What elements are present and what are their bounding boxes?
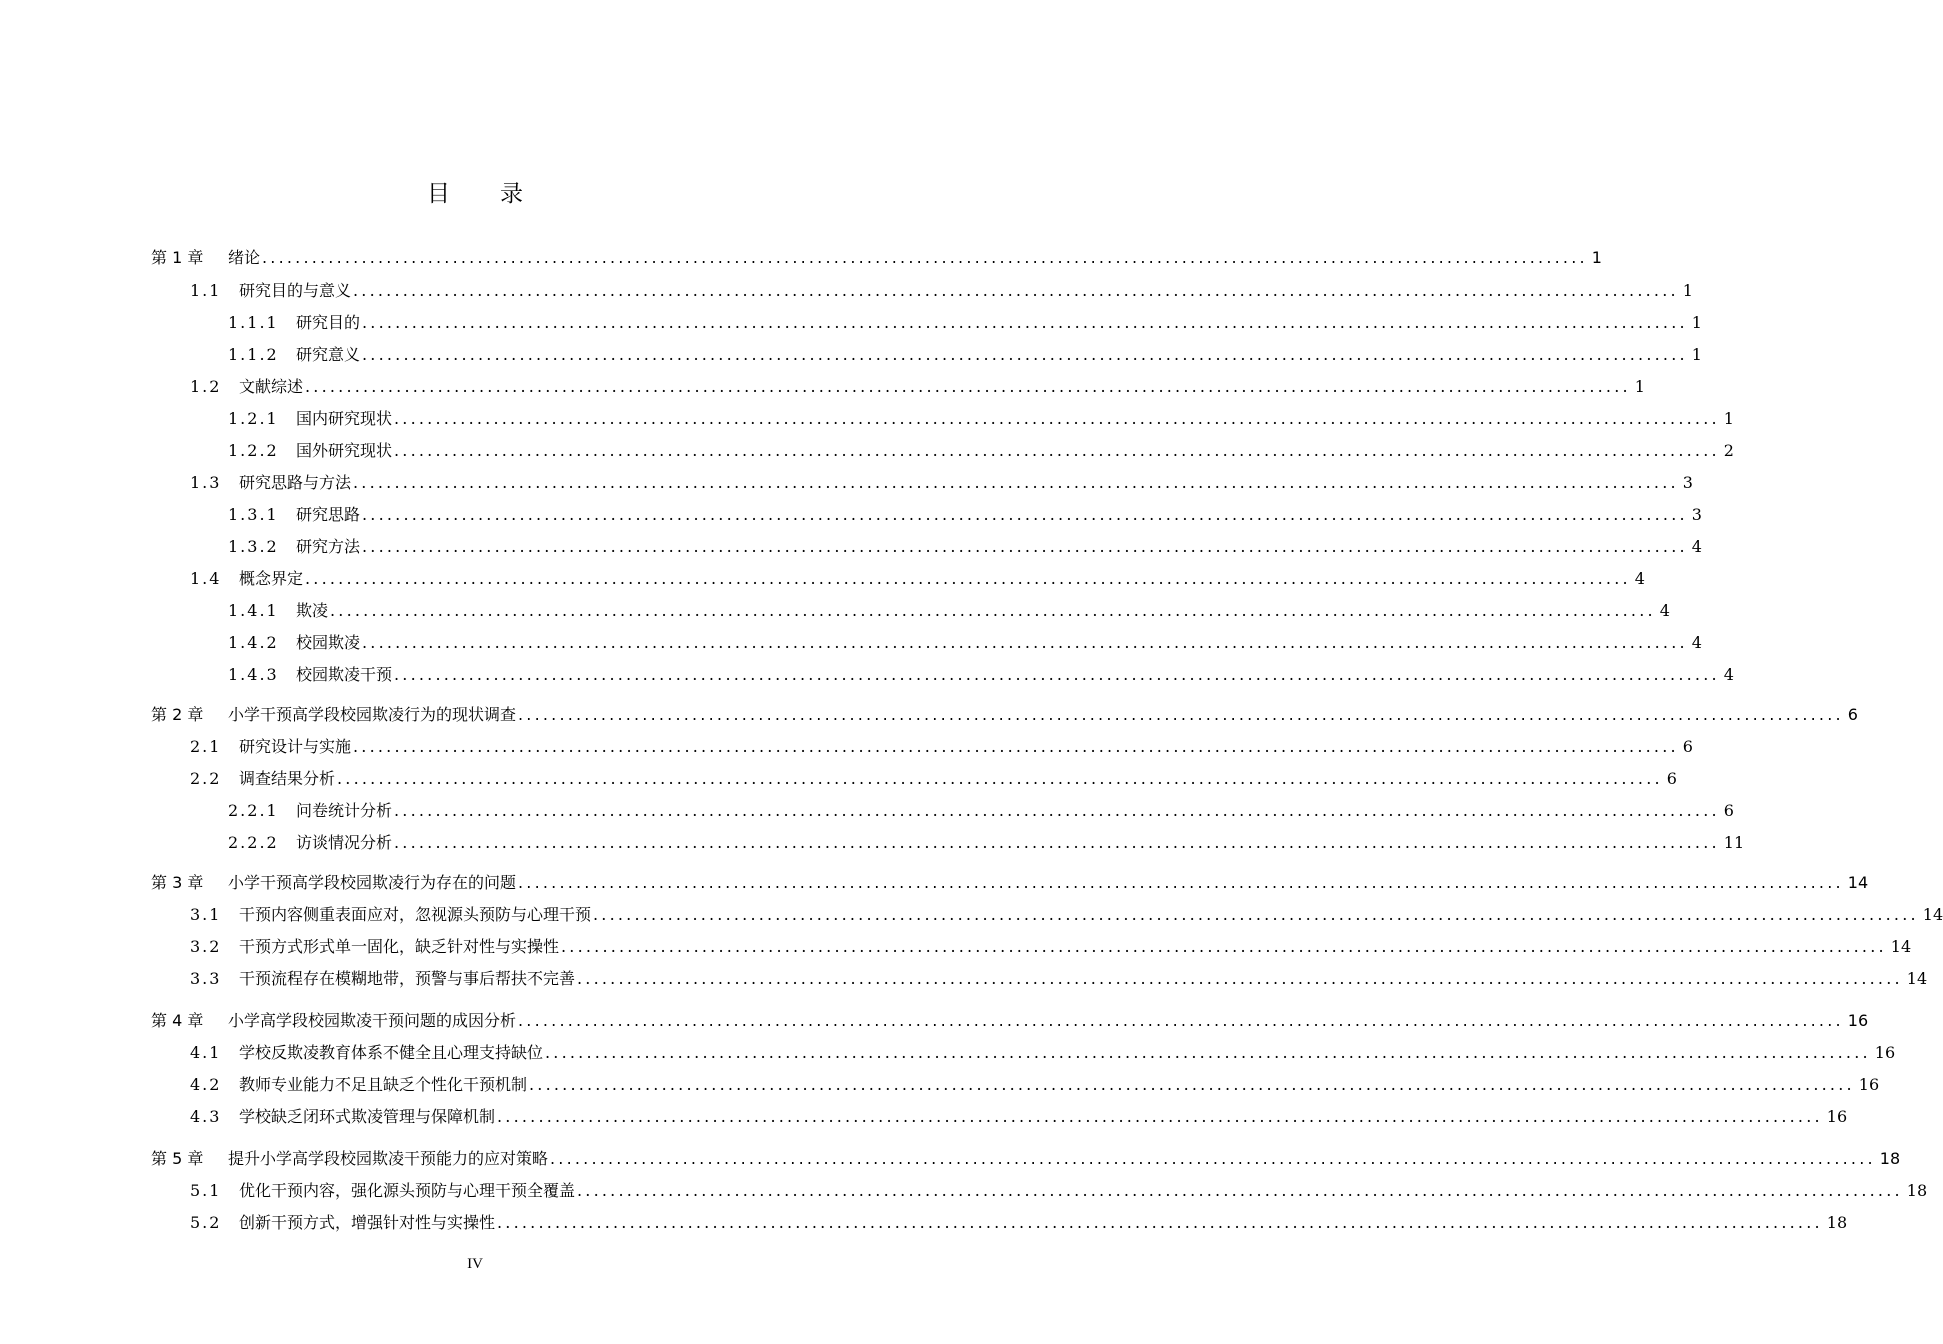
toc-entry-label: 国内研究现状 [296,409,393,428]
toc-entry[interactable] [228,503,1702,527]
toc-dot-leader: ................................................................................................................................................................ [561,937,1887,956]
toc-entry-number: 2.2.2 [228,833,279,852]
toc-entry[interactable] [190,1105,1848,1129]
toc-dot-leader: ................................................................................................................................................................ [305,569,1631,588]
toc-entry[interactable] [190,967,1928,991]
title-char-2: 录 [500,181,523,207]
toc-entry-page: 18 [1826,1213,1848,1232]
toc-entry-number: 4.2 [190,1075,222,1094]
toc-dot-leader: ................................................................................................................................................................ [497,1107,1823,1126]
toc-entry[interactable] [190,375,1645,399]
toc-entry-number: 1.4.2 [228,633,279,652]
toc-dot-leader: ................................................................................................................................................................ [362,633,1688,652]
toc-entry[interactable] [190,471,1693,495]
toc-entry-number: 1.1.2 [228,345,279,364]
toc-entry[interactable] [228,599,1670,623]
toc-entry[interactable] [228,535,1702,559]
toc-entry-number: 第 1 章 [151,248,204,267]
toc-entry[interactable] [151,871,1869,895]
toc-entry-label: 研究意义 [296,345,361,364]
toc-entry-page: 16 [1847,1011,1869,1030]
toc-entry-number: 2.1 [190,737,222,756]
toc-dot-leader: ................................................................................................................................................................ [550,1149,1876,1168]
toc-entry-number: 1.4 [190,569,222,588]
toc-entry-number: 3.2 [190,937,222,956]
toc-dot-leader: ................................................................................................................................................................ [362,537,1688,556]
toc-entry[interactable] [228,631,1702,655]
toc-entry-page: 2 [1723,441,1734,460]
toc-entry-page: 3 [1682,473,1693,492]
toc-entry[interactable] [190,279,1693,303]
toc-dot-leader: ................................................................................................................................................................ [262,248,1588,267]
toc-entry-page: 1 [1691,345,1702,364]
toc-entry[interactable] [228,799,1734,823]
toc-entry-label: 概念界定 [239,569,304,588]
toc-entry-number: 1.1.1 [228,313,279,332]
toc-entry-label: 欺凌 [296,601,329,620]
toc-dot-leader: ................................................................................................................................................................ [545,1043,1871,1062]
toc-entry-label: 学校缺乏闭环式欺凌管理与保障机制 [239,1107,496,1126]
title-char-1: 目 [427,181,450,207]
toc-entry-page: 1 [1723,409,1734,428]
toc-entry-label: 小学高学段校园欺凌干预问题的成因分析 [228,1011,517,1030]
toc-entry-page: 18 [1879,1149,1901,1168]
toc-entry[interactable] [190,1073,1880,1097]
toc-entry-label: 干预内容侧重表面应对，忽视源头预防与心理干预 [239,905,592,924]
toc-entry-label: 校园欺凌 [296,633,361,652]
toc-entry-number: 1.3.2 [228,537,279,556]
toc-dot-leader: ................................................................................................................................................................ [577,1181,1903,1200]
toc-entry[interactable] [228,831,1745,855]
toc-entry-label: 访谈情况分析 [296,833,393,852]
toc-entry-label: 研究设计与实施 [239,737,352,756]
toc-entry[interactable] [151,1147,1901,1171]
toc-dot-leader: ................................................................................................................................................................ [362,505,1688,524]
toc-entry-number: 5.1 [190,1181,222,1200]
toc-entry-number: 第 3 章 [151,873,204,892]
toc-entry-page: 6 [1666,769,1677,788]
toc-entry-label: 国外研究现状 [296,441,393,460]
toc-dot-leader: ................................................................................................................................................................ [529,1075,1855,1094]
toc-entry-number: 第 4 章 [151,1011,204,1030]
toc-entry-page: 1 [1682,281,1693,300]
toc-entry-label: 研究思路与方法 [239,473,352,492]
toc-entry-label: 干预流程存在模糊地带，预警与事后帮扶不完善 [239,969,576,988]
toc-entry[interactable] [228,439,1734,463]
toc-entry-page: 14 [1922,905,1943,924]
toc-dot-leader: ................................................................................................................................................................ [353,281,1679,300]
toc-dot-leader: ................................................................................................................................................................ [362,313,1688,332]
toc-entry-label: 文献综述 [239,377,304,396]
toc-entry-number: 2.2.1 [228,801,279,820]
toc-entry-number: 1.2 [190,377,222,396]
toc-entry-number: 1.3.1 [228,505,279,524]
toc-entry-label: 提升小学高学段校园欺凌干预能力的应对策略 [228,1149,549,1168]
toc-entry-number: 第 2 章 [151,705,204,724]
toc-entry-page: 14 [1906,969,1928,988]
toc-dot-leader: ................................................................................................................................................................ [337,769,1663,788]
toc-entry-label: 小学干预高学段校园欺凌行为的现状调查 [228,705,517,724]
toc-entry-label: 研究思路 [296,505,361,524]
page-number: IV [467,1256,483,1272]
toc-entry[interactable] [151,1009,1869,1033]
toc-entry[interactable] [190,1041,1896,1065]
toc-entry-number: 4.1 [190,1043,222,1062]
toc-dot-leader: ................................................................................................................................................................ [497,1213,1823,1232]
toc-entry-label: 小学干预高学段校园欺凌行为存在的问题 [228,873,517,892]
toc-entry[interactable] [228,663,1734,687]
toc-dot-leader: ................................................................................................................................................................ [518,873,1844,892]
toc-entry-page: 6 [1847,705,1858,724]
toc-entry-page: 6 [1682,737,1693,756]
toc-entry-number: 5.2 [190,1213,222,1232]
toc-entry-number: 2.2 [190,769,222,788]
toc-entry-label: 研究方法 [296,537,361,556]
toc-entry-number: 3.3 [190,969,222,988]
toc-entry-label: 研究目的与意义 [239,281,352,300]
toc-entry-page: 3 [1691,505,1702,524]
toc-entry-number: 1.3 [190,473,222,492]
toc-entry-label: 教师专业能力不足且缺乏个性化干预机制 [239,1075,528,1094]
toc-dot-leader: ................................................................................................................................................................ [518,1011,1844,1030]
toc-entry-label: 校园欺凌干预 [296,665,393,684]
toc-entry[interactable] [190,935,1912,959]
toc-entry[interactable] [190,767,1677,791]
toc-entry[interactable] [190,1179,1928,1203]
toc-entry-page: 1 [1591,248,1602,267]
toc-dot-leader: ................................................................................................................................................................ [353,473,1679,492]
toc-entry[interactable] [228,343,1702,367]
toc-dot-leader: ................................................................................................................................................................ [593,905,1919,924]
toc-entry-page: 14 [1890,937,1912,956]
toc-entry-page: 4 [1659,601,1670,620]
toc-entry[interactable] [190,567,1645,591]
toc-entry-page: 11 [1723,833,1745,852]
toc-entry-page: 1 [1691,313,1702,332]
toc-entry[interactable] [151,703,1858,727]
toc-dot-leader: ................................................................................................................................................................ [577,969,1903,988]
toc-entry[interactable] [228,311,1702,335]
toc-entry-number: 1.4.3 [228,665,279,684]
toc-entry[interactable] [190,1211,1848,1235]
toc-entry-page: 16 [1874,1043,1896,1062]
toc-entry-number: 1.2.1 [228,409,279,428]
toc-entry[interactable] [190,735,1693,759]
toc-entry-label: 研究目的 [296,313,361,332]
toc-entry-number: 4.3 [190,1107,222,1126]
toc-dot-leader: ................................................................................................................................................................ [362,345,1688,364]
toc-entry-number: 1.1 [190,281,222,300]
toc-dot-leader: ................................................................................................................................................................ [518,705,1844,724]
toc-entry-page: 14 [1847,873,1869,892]
toc-entry-page: 6 [1723,801,1734,820]
toc-entry-page: 18 [1906,1181,1928,1200]
toc-entry-label: 干预方式形式单一固化，缺乏针对性与实操性 [239,937,560,956]
toc-dot-leader: ................................................................................................................................................................ [353,737,1679,756]
toc-entry-page: 4 [1634,569,1645,588]
toc-dot-leader: ................................................................................................................................................................ [394,801,1720,820]
toc-entry[interactable] [151,246,1602,270]
toc-dot-leader: ................................................................................................................................................................ [394,833,1720,852]
toc-entry-page: 1 [1634,377,1645,396]
toc-entry-page: 4 [1691,633,1702,652]
toc-dot-leader: ................................................................................................................................................................ [330,601,1656,620]
toc-entry-page: 4 [1723,665,1734,684]
toc-entry[interactable] [228,407,1734,431]
toc-entry-page: 16 [1826,1107,1848,1126]
toc-entry-number: 1.2.2 [228,441,279,460]
toc-dot-leader: ................................................................................................................................................................ [394,409,1720,428]
toc-dot-leader: ................................................................................................................................................................ [394,665,1720,684]
toc-entry-label: 问卷统计分析 [296,801,393,820]
toc-entry-number: 第 5 章 [151,1149,204,1168]
toc-entry-page: 16 [1858,1075,1880,1094]
toc-entry-label: 学校反欺凌教育体系不健全且心理支持缺位 [239,1043,544,1062]
toc-entry-label: 优化干预内容，强化源头预防与心理干预全覆盖 [239,1181,576,1200]
toc-entry-label: 创新干预方式，增强针对性与实操性 [239,1213,496,1232]
toc-entry-number: 3.1 [190,905,222,924]
toc-dot-leader: ................................................................................................................................................................ [305,377,1631,396]
toc-entry-page: 4 [1691,537,1702,556]
toc-entry-label: 调查结果分析 [239,769,336,788]
toc-entry-number: 1.4.1 [228,601,279,620]
toc-dot-leader: ................................................................................................................................................................ [394,441,1720,460]
toc-entry-label: 绪论 [228,248,261,267]
toc-entry[interactable] [190,903,1943,927]
